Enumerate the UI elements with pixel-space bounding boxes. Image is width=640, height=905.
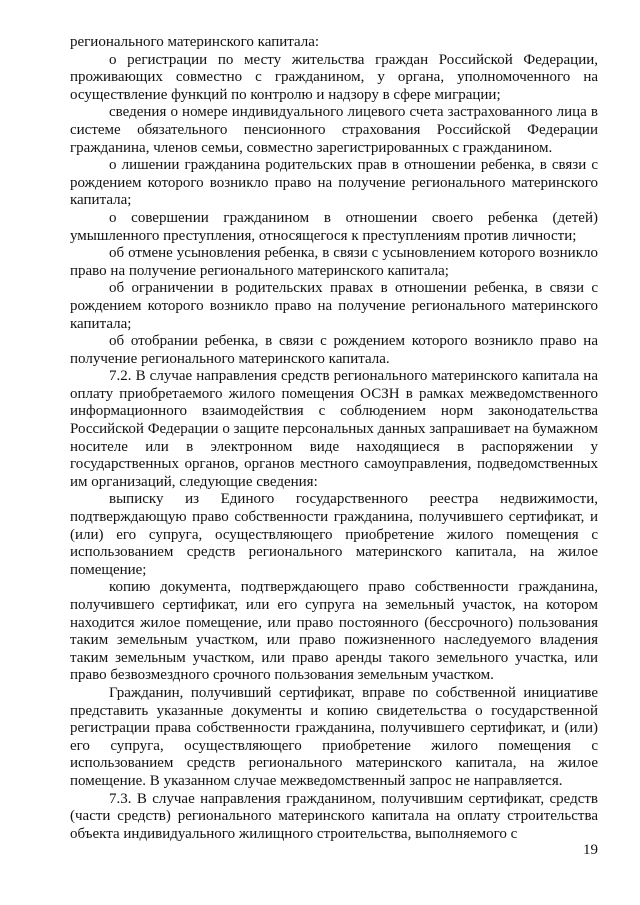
paragraph-6: об отмене усыновления ребенка, в связи с усыновлением которого возникло право на получение регионального материнского капитала; bbox=[70, 245, 598, 279]
paragraph-8: об отобрании ребенка, в связи с рождением которого возникло право на получение регионального материнского капитала. bbox=[70, 333, 598, 367]
paragraph-11: копию документа, подтверждающего право собственности гражданина, получившего сертификат, или его супруга на земельный участок, на котором находится жилое помещение, или право постоянного (бессрочного) пользования таким земельным участком, или право пожизненного наследуемого владения таким земельным участком, или право аренды такого земельного участка, или право безвозмездного срочного пользования земельным участком. bbox=[70, 579, 598, 684]
paragraph-1: регионального материнского капитала: bbox=[70, 34, 320, 50]
paragraph-9: 7.2. В случае направления средств регионального материнского капитала на оплату приобретаемого жилого помещения ОСЗН в рамках межведомственного информационного взаимодействия с соблюдением норм законодательства Российской Федерации о защите персональных данных запрашивает на бумажном носителе или в электронном виде находящиеся в распоряжении у государственных органов, органов местного самоуправления, подведомственных им организаций, следующие сведения: bbox=[70, 368, 598, 490]
paragraph-3: сведения о номере индивидуального лицевого счета застрахованного лица в системе обязательного пенсионного страхования Российской Федерации гражданина, членов семьи, совместно зарегистрированных с гражданином. bbox=[70, 104, 598, 156]
document-page bbox=[70, 34, 598, 843]
paragraph-2: о регистрации по месту жительства граждан Российской Федерации, проживающих совместно с гражданином, у органа, уполномоченного на осуществление функций по контролю и надзору в сфере миграции; bbox=[70, 51, 598, 103]
paragraph-7: об ограничении в родительских правах в отношении ребенка, в связи с рождением которого возникло право на получение регионального материнского капитала; bbox=[70, 280, 598, 332]
paragraph-4: о лишении гражданина родительских прав в отношении ребенка, в связи с рождением которого возникло право на получение регионального материнского капитала; bbox=[70, 157, 598, 209]
paragraph-12: Гражданин, получивший сертификат, вправе по собственной инициативе представить указанные документы и копию свидетельства о государственной регистрации права собственности гражданина, получившего сертификат, и (или) его супруга, осуществляющего приобретение жилого помещения с использованием средств регионального материнского капитала, на жилое помещение. В указанном случае межведомственный запрос не направляется. bbox=[70, 684, 598, 789]
paragraph-5: о совершении гражданином в отношении своего ребенка (детей) умышленного преступления, относящегося к преступлениям против личности; bbox=[70, 209, 598, 244]
paragraph-13: 7.3. В случае направления гражданином, получившим сертификат, средств (части средств) регионального материнского капитала на оплату строительства объекта индивидуального жилищного строительства, выполняемого с bbox=[70, 790, 598, 842]
paragraph-10: выписку из Единого государственного реестра недвижимости, подтверждающую право собственности гражданина, получившего сертификат, и (или) его супруга, осуществляющего приобретение жилого помещения с использованием средств регионального материнского капитала, на жилое помещение; bbox=[70, 491, 598, 578]
page-number: 19 bbox=[583, 842, 598, 858]
